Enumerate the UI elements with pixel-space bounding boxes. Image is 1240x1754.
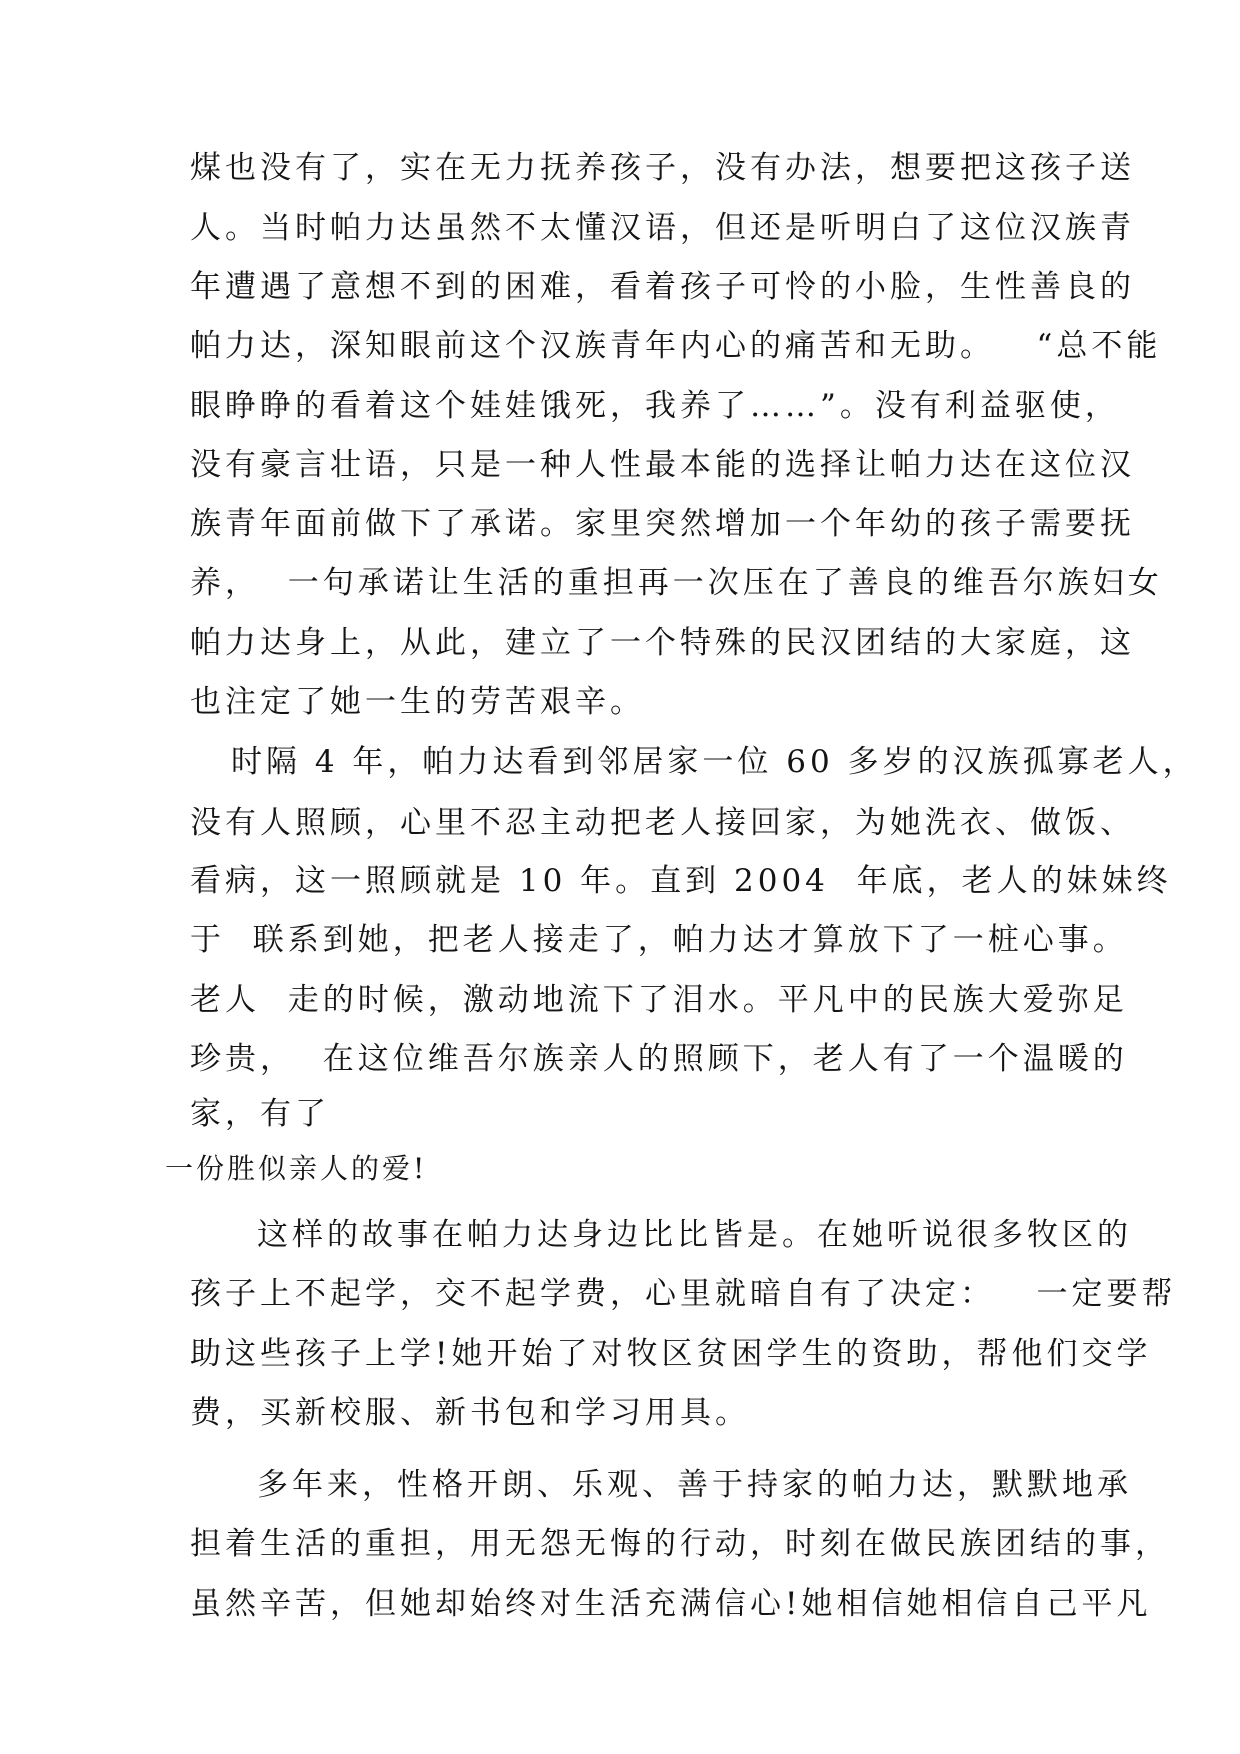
text-line: 煤也没有了，实在无力抚养孩子，没有办法，想要把这孩子送 (190, 150, 1135, 186)
text-line: 多年来，性格开朗、乐观、善于持家的帕力达，默默地承 (257, 1467, 1132, 1503)
text-line: 珍贵， 在这位维吾尔族亲人的照顾下，老人有了一个温暖的 (190, 1041, 1128, 1077)
text-line: 一份胜似亲人的爱! (165, 1152, 428, 1185)
text-line: 也注定了她一生的劳苦艰辛。 (190, 684, 645, 720)
text-line: 帕力达身上，从此，建立了一个特殊的民汉团结的大家庭，这 (190, 625, 1135, 661)
text-line: 年遭遇了意想不到的困难，看着孩子可怜的小脸，生性善良的 (190, 269, 1135, 305)
text-line: 于 联系到她，把老人接走了，帕力达才算放下了一桩心事。 (190, 922, 1128, 958)
text-line: 族青年面前做下了承诺。家里突然增加一个年幼的孩子需要抚 (190, 506, 1135, 542)
text-line: 眼睁睁的看着这个娃娃饿死，我养了……”。没有利益驱使， (190, 388, 1120, 424)
text-line: 老人 走的时候，激动地流下了泪水。平凡中的民族大爱弥足 (190, 982, 1128, 1018)
text-line: 看病，这一照顾就是 10 年。直到 2004 年底，老人的妹妹终 (190, 863, 1172, 899)
text-line: 养， 一句承诺让生活的重担再一次压在了善良的维吾尔族妇女 (190, 565, 1163, 601)
text-line: 这样的故事在帕力达身边比比皆是。在她听说很多牧区的 (257, 1217, 1132, 1253)
text-line: 帕力达，深知眼前这个汉族青年内心的痛苦和无助。 “总不能 (190, 328, 1162, 364)
text-line: 没有豪言壮语，只是一种人性最本能的选择让帕力达在这位汉 (190, 447, 1135, 483)
text-line: 费，买新校服、新书包和学习用具。 (190, 1395, 750, 1431)
text-line: 虽然辛苦，但她却始终对生活充满信心!她相信她相信自己平凡 (190, 1586, 1152, 1622)
text-line: 家，有了 (190, 1096, 330, 1132)
text-line: 人。当时帕力达虽然不太懂汉语，但还是听明白了这位汉族青 (190, 210, 1135, 246)
text-line: 担着生活的重担，用无怨无悔的行动，时刻在做民族团结的事， (190, 1526, 1170, 1562)
text-line: 助这些孩子上学!她开始了对牧区贫困学生的资助，帮他们交学 (190, 1336, 1152, 1372)
text-line: 时隔 4 年，帕力达看到邻居家一位 60 多岁的汉族孤寡老人， (231, 744, 1198, 780)
text-line: 孩子上不起学，交不起学费，心里就暗自有了决定： 一定要帮 (190, 1276, 1177, 1312)
text-line: 没有人照顾，心里不忍主动把老人接回家，为她洗衣、做饭、 (190, 805, 1135, 841)
